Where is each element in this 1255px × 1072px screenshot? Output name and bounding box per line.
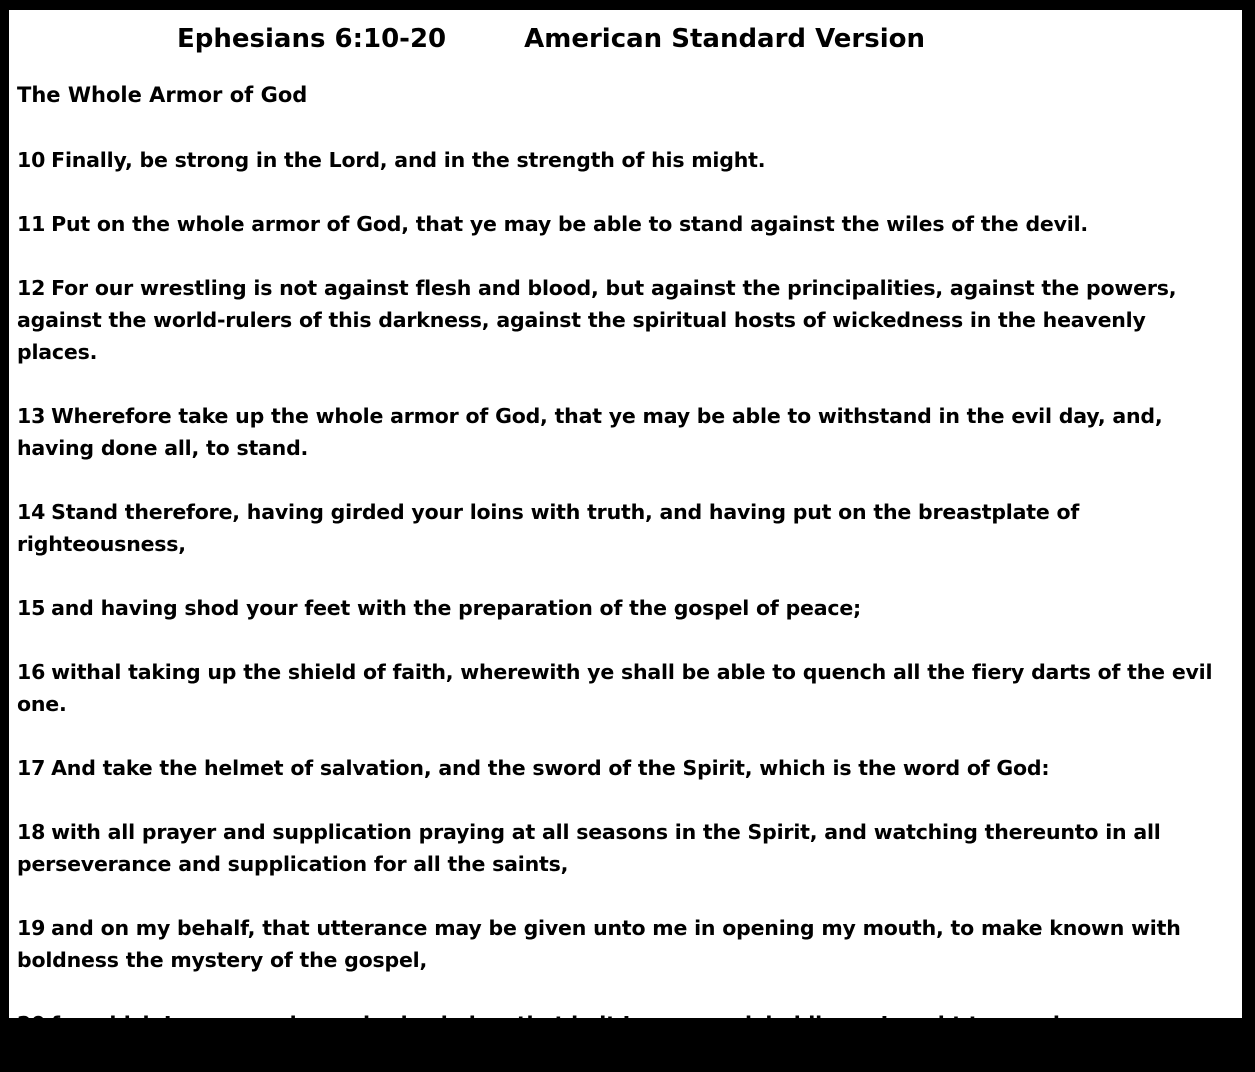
verse-number: 14 <box>17 500 46 524</box>
verse-number: 13 <box>17 404 46 428</box>
verse-number: 20 <box>17 1012 46 1036</box>
section-heading: The Whole Armor of God <box>17 83 308 107</box>
scripture-reference: Ephesians 6:10-20 <box>177 24 447 54</box>
document-page <box>9 10 1242 1036</box>
verse-number: 15 <box>17 596 46 620</box>
verse-text: For our wrestling is not against flesh and blood, but against the principalities, against the powers, against the world-rulers of this darkness, against the spiritual hosts of wickedness in the heavenly places. <box>17 276 1177 364</box>
verse-number: 17 <box>17 756 46 780</box>
bible-version: American Standard Version <box>524 24 926 54</box>
verse-text: and having shod your feet with the preparation of the gospel of peace; <box>51 596 862 620</box>
verse-11 <box>17 208 1227 240</box>
document-header <box>177 22 925 56</box>
verse-text: Wherefore take up the whole armor of God, that ye may be able to withstand in the evil day, and, having done all, to stand. <box>17 404 1163 460</box>
verse-number: 18 <box>17 820 46 844</box>
verse-number: 19 <box>17 916 46 940</box>
verse-15 <box>17 592 1227 624</box>
verse-10 <box>17 144 1227 176</box>
verse-text: withal taking up the shield of faith, wherewith ye shall be able to quench all the fiery darts of the evil one. <box>17 660 1213 716</box>
verse-number: 16 <box>17 660 46 684</box>
verse-19 <box>17 912 1227 976</box>
verse-12 <box>17 272 1227 368</box>
verse-text: with all prayer and supplication praying at all seasons in the Spirit, and watching thereunto in all perseverance and supplication for all the saints, <box>17 820 1161 876</box>
verse-13 <box>17 400 1227 464</box>
verse-14 <box>17 496 1227 560</box>
verse-number: 10 <box>17 148 46 172</box>
verse-text: and on my behalf, that utterance may be given unto me in opening my mouth, to make known with boldness the mystery of the gospel, <box>17 916 1181 972</box>
verse-text: Stand therefore, having girded your loins with truth, and having put on the breastplate of righteousness, <box>17 500 1080 556</box>
verse-text: Put on the whole armor of God, that ye may be able to stand against the wiles of the devil. <box>51 212 1089 236</box>
verse-list <box>17 144 1227 1072</box>
verse-number: 11 <box>17 212 46 236</box>
verse-18 <box>17 816 1227 880</box>
verse-text: for which I am an ambassador in chains; that in it I may speak boldly, as I ought to speak. <box>51 1012 1074 1036</box>
verse-16 <box>17 656 1227 720</box>
verse-17 <box>17 752 1227 784</box>
verse-text: Finally, be strong in the Lord, and in the strength of his might. <box>51 148 766 172</box>
verse-20 <box>17 1008 1227 1040</box>
verse-number: 12 <box>17 276 46 300</box>
verse-text: And take the helmet of salvation, and the sword of the Spirit, which is the word of God: <box>51 756 1050 780</box>
